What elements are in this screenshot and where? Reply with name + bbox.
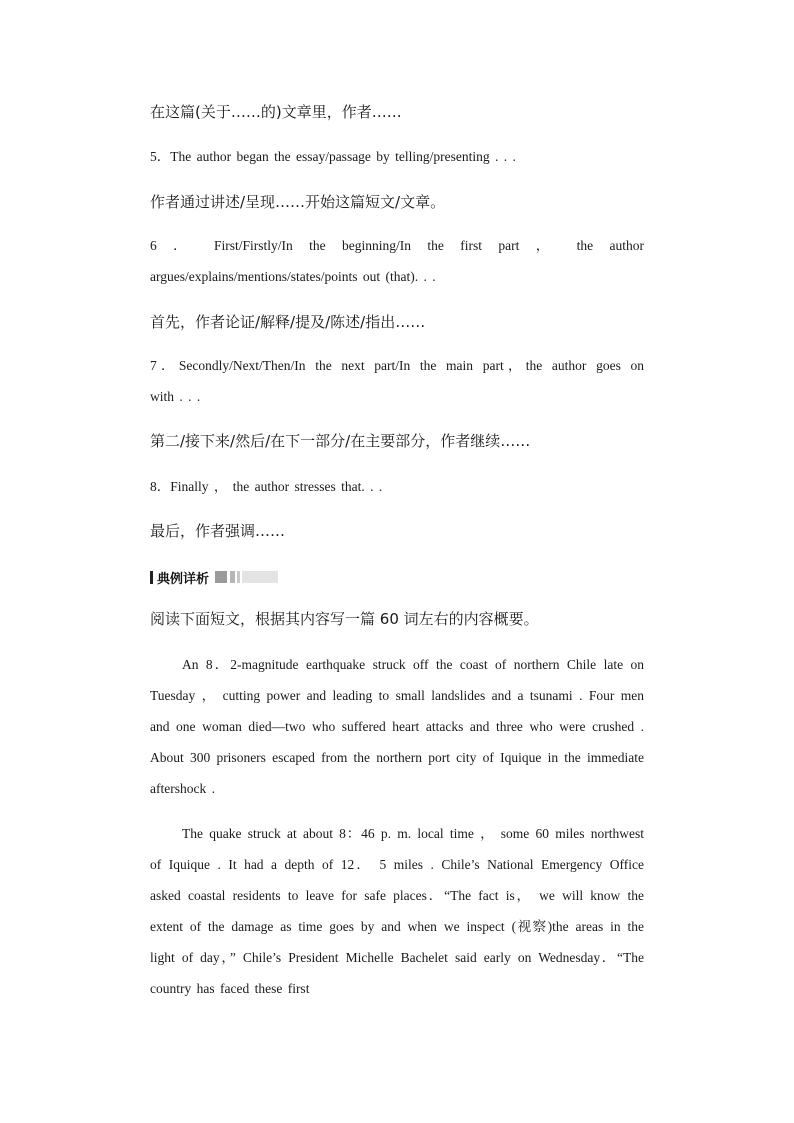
section-heading	[150, 568, 278, 586]
section-decoration-icon	[215, 571, 278, 583]
task-instruction: 阅读下面短文，根据其内容写一篇 60 词左右的内容概要。	[150, 610, 539, 628]
phrase-en-7-secondly-line1: 7．Secondly/Next/Then/In the next part/In the main part，the author goes on	[150, 358, 644, 373]
phrase-zh-secondly: 第二/接下来/然后/在下一部分/在主要部分，作者继续……	[150, 432, 531, 450]
phrase-en-7-secondly-line2: with . . .	[150, 389, 201, 404]
phrase-zh-first: 首先，作者论证/解释/提及/陈述/指出……	[150, 313, 426, 331]
phrase-zh-in-this-article: 在这篇(关于……的)文章里，作者……	[150, 103, 402, 121]
phrase-en-6-first-line1: 6 ． First/Firstly/In the beginning/In the first part ， the author	[150, 238, 644, 253]
phrase-zh-finally: 最后，作者强调……	[150, 522, 286, 540]
section-bar-icon	[150, 571, 153, 584]
passage-paragraph-1: An 8．2-magnitude earthquake struck off the coast of northern Chile late on Tuesday ， cutting power and leading to small landslides and a tsunami . Four men and one woman died—two who suffered heart attacks and three who were crushed . About 300 prisoners escaped from the northern port city of Iquique in the immediate aftershock .	[150, 657, 644, 796]
phrase-en-5-began: 5．The author began the essay/passage by telling/presenting . . .	[150, 149, 516, 164]
section-heading-text: 典例详析	[157, 571, 210, 587]
passage-paragraph-2: The quake struck at about 8：46 p. m. local time ， some 60 miles northwest of Iquique . It had a depth of 12． 5 miles . Chile’s National Emergency Office asked coastal residents to leave for safe places．“The fact is， we will know the extent of the damage as time goes by and when we inspect (视察)the areas in the light of day，” Chile’s President Michelle Bachelet said early on Wednesday．“The country has faced these first	[150, 826, 644, 996]
phrase-zh-began: 作者通过讲述/呈现……开始这篇短文/文章。	[150, 193, 446, 211]
phrase-en-6-first-line2: argues/explains/mentions/states/points out (that). . .	[150, 269, 436, 284]
phrase-en-8-finally: 8．Finally ， the author stresses that. . .	[150, 479, 383, 494]
